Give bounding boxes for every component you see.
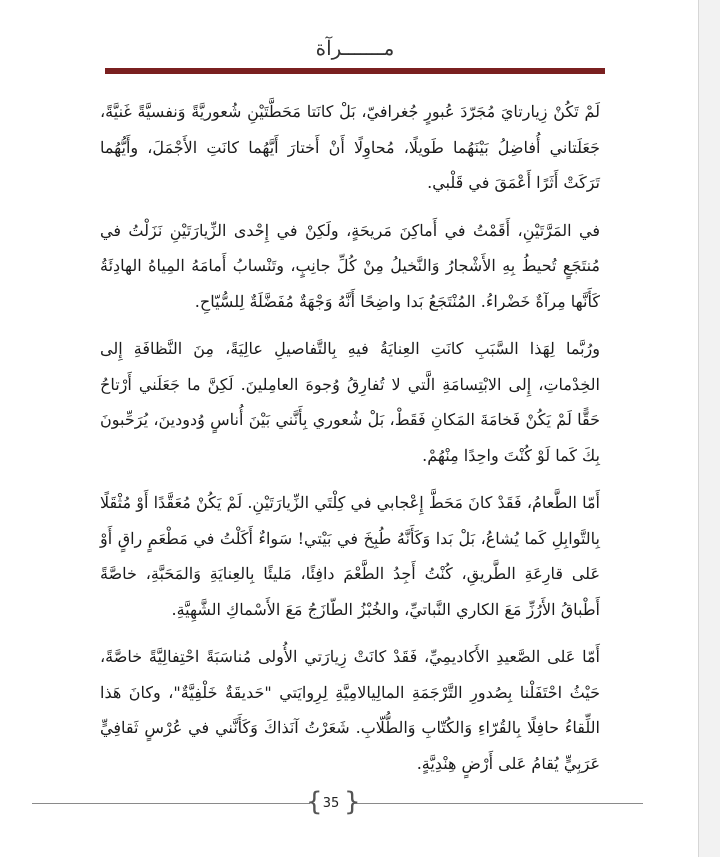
page-number-bracket-left: { xyxy=(306,787,323,817)
page-number-bracket-right: } xyxy=(344,787,361,817)
viewer-edge xyxy=(698,0,720,857)
paragraph: أَمّا عَلى الصَّعيدِ الأَكاديمِيِّ، فَقَدْ كانَتْ زِيارَتي الأُولى مُناسَبَةً احْتِفالِيَّةً خاصَّةً، حَيْثُ احْتَفَلْنا بِصُدورِ التَّرْجَمَةِ المالِيالامِيَّةِ لِرِوايَتي "حَديقَةٌ خَلْفِيَّةٌ"، وكانَ هَذا اللِّقاءُ حافِلًا بِالقُرّاءِ وَالكُتّابِ وَالطُّلّابِ. شَعَرْتُ آنَذاكَ وَكَأَنَّني في عُرْسٍ ثَقافِيٍّ عَرَبِيٍّ يُقامُ عَلى أَرْضٍ هِنْدِيَّةٍ. xyxy=(100,647,600,773)
paragraph: ورُبَّما لِهَذا السَّبَبِ كانَتِ العِنايَةُ فيهِ بِالتَّفاصيلِ عالِيَةً، مِنَ النَّظافَةِ إِلى الخِدْماتِ، إِلى الابْتِسامَةِ الَّتي لا تُفارِقُ وُجوهَ العامِلينَ. لَكِنَّ ما جَعَلَني أَرْتاحُ حَقًّا لَمْ يَكُنْ فَخامَةَ المَكانِ فَقَطْ، بَلْ شُعوري بِأَنَّني بَيْنَ أُناسٍ وُدودينَ، يُرَحِّبونَ بِكَ كَما لَوْ كُنْتَ واحِدًا مِنْهُمْ. xyxy=(100,339,600,465)
page-number: 35 xyxy=(322,796,340,811)
paragraph: في المَرَّتَيْنِ، أَقَمْتُ في أَماكِنَ مَريحَةٍ، ولَكِنْ في إِحْدى الزِّيارَتَيْنِ نَزَلْتُ في مُنتَجَعٍ تُحيطُ بِهِ الأَشْجارُ وَالنَّخيلُ مِنْ كُلِّ جانِبٍ، وتَنْسابُ أَمامَهُ المِياهُ الهادِئَةُ كَأَنَّها مِرآةٌ خَضْراءُ. المُنْتَجَعُ بَدا واضِحًا أَنَّهُ وَجْهَةٌ مُفَضَّلَةٌ لِلسُّيّاحِ. xyxy=(100,220,600,311)
footer-rule-left xyxy=(32,803,310,804)
paragraph: أَمّا الطَّعامُ، فَقَدْ كانَ مَحَطَّ إِعْجابي في كِلْتَي الزِّيارَتَيْنِ. لَمْ يَكُنْ مُعَقَّدًا أَوْ مُثْقَلًا بِالتَّوابِلِ كَما يُشاعُ، بَلْ بَدا وَكَأَنَّهُ طُبِخَ في بَيْتي! سَواءٌ أَكَلْتُ في مَطْعَمٍ راقٍ أَوْ عَلى قارِعَةِ الطَّريقِ، كُنْتُ أَجِدُ الطَّعْمَ دافِئًا، مَليئًا بِالعِنايَةِ وَالمَحَبَّةِ، خاصَّةً أَطْباقُ الأَرُزِّ مَعَ الكاري النَّباتيِّ، والخُبْزُ الطّازَجُ مَعَ الأَسْماكِ الشَّهِيَّةِ. xyxy=(100,493,600,619)
body-text xyxy=(100,94,600,793)
paragraph: لَمْ تَكُنْ زِيارتايَ مُجَرّدَ عُبورٍ جُغرافيّ، بَلْ كانَتا مَحَطَّتَيْنِ شُعوريَّةً وَنفسيَّةً غَنيَّةً، جَعَلَتاني أُفاضِلُ بَيْنَهُما طَويلًا، مُحاوِلًا أَنْ أَختارَ أَيَّهُما كانَتِ الأَجْمَلَ، وأَيُّهُما تَرَكَتْ أَثَرًا أَعْمَقَ في قَلْبي. xyxy=(100,102,600,192)
footer-rule-right xyxy=(352,803,643,804)
running-header-title: مـــــــرآة xyxy=(315,36,395,60)
header-rule xyxy=(105,68,605,74)
